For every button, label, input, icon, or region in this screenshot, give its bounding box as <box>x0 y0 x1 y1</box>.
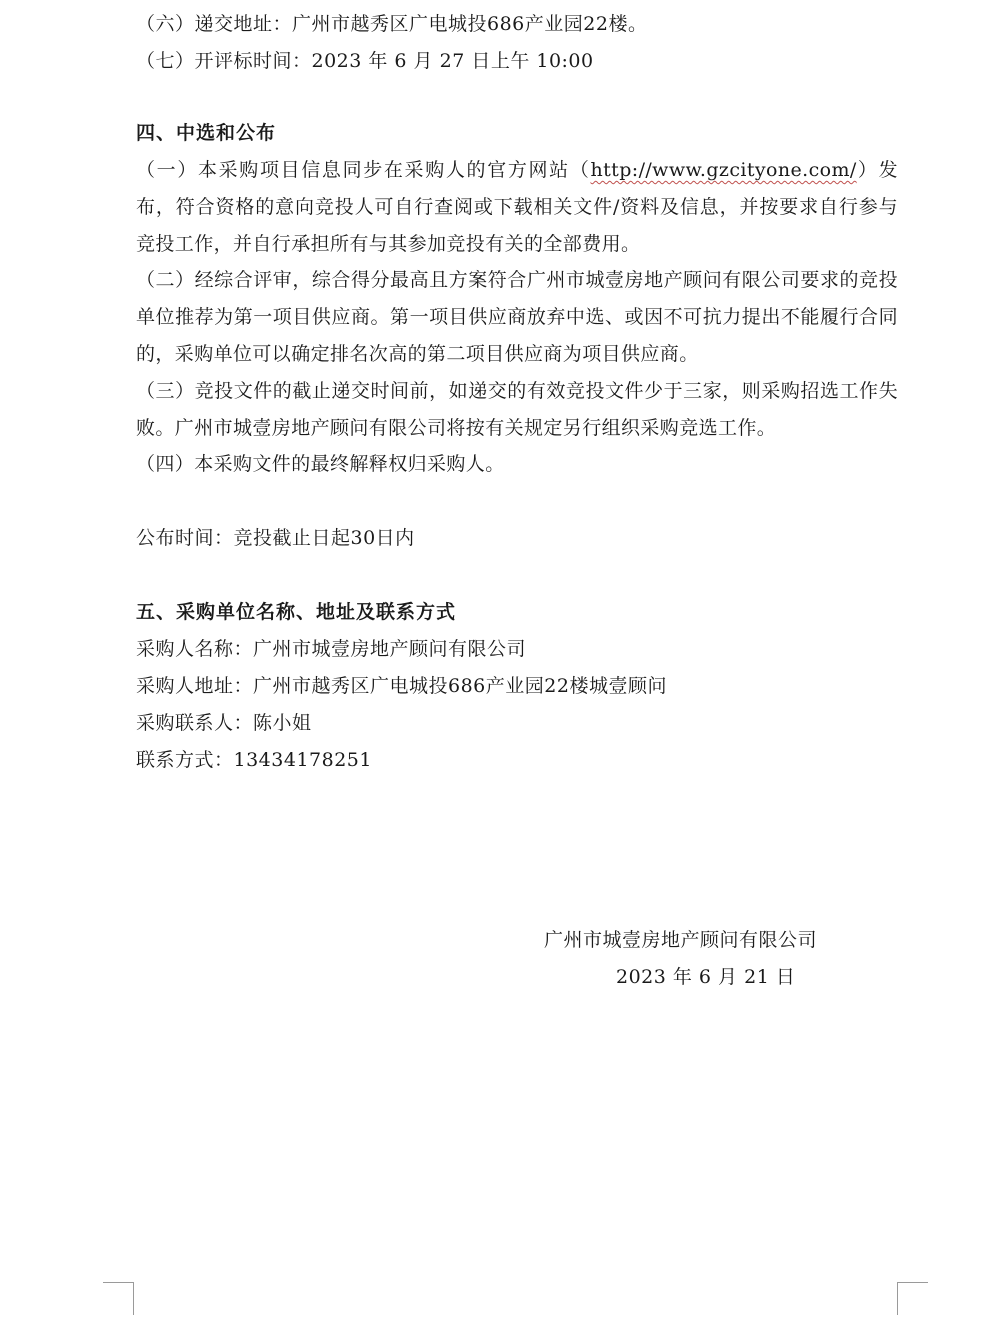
page-corner-mark-right <box>897 1282 928 1315</box>
page-corner-mark-left <box>103 1282 134 1315</box>
purchaser-phone: 联系方式：13434178251 <box>136 749 372 772</box>
purchaser-address: 采购人地址：广州市越秀区广电城投686产业园22楼城壹顾问 <box>136 675 667 698</box>
paragraph-1-text-end: ）发布，符合资格的意向竞投人可自行查阅或下载相关文件/资料及信息，并按要求自行参与竞投工作，并自行承担所有与其参加竞投有关的全部费用。 <box>136 159 898 255</box>
section4-paragraph-1 <box>136 152 898 262</box>
signature-date: 2023 年 6 月 21 日 <box>616 966 796 988</box>
purchaser-contact: 采购联系人：陈小姐 <box>136 712 312 735</box>
spacer <box>136 557 898 594</box>
signature-company: 广州市城壹房地产顾问有限公司 <box>544 929 818 951</box>
bid-opening-time-item: （七）开评标时间：2023 年 6 月 27 日上午 10:00 <box>136 50 594 72</box>
section5-heading: 五、采购单位名称、地址及联系方式 <box>136 601 457 624</box>
document-body <box>136 6 898 779</box>
spacer <box>136 483 898 520</box>
section4-heading: 四、中选和公布 <box>136 122 277 144</box>
submission-address-item: （六）递交地址：广州市越秀区广电城投686产业园22楼。 <box>136 13 648 35</box>
section4-paragraph-3: （三）竞投文件的截止递交时间前，如递交的有效竞投文件少于三家，则采购招选工作失败。广州市城壹房地产顾问有限公司将按有关规定另行组织采购竞选工作。 <box>136 379 898 439</box>
section4-paragraph-2: （二）经综合评审，综合得分最高且方案符合广州市城壹房地产顾问有限公司要求的竞投单位推荐为第一项目供应商。第一项目供应商放弃中选、或因不可抗力提出不能履行合同的，采购单位可以确定排名次高的第二项目供应商为项目供应商。 <box>136 269 898 365</box>
paragraph-1-text-start: （一）本采购项目信息同步在采购人的官方网站（ <box>136 159 591 181</box>
purchaser-name: 采购人名称：广州市城壹房地产顾问有限公司 <box>136 638 527 661</box>
publish-time: 公布时间：竞投截止日起30日内 <box>136 527 415 550</box>
spacer <box>136 80 898 115</box>
official-website-link[interactable]: http://www.gzcityone.com/ <box>590 159 857 181</box>
section4-paragraph-4: （四）本采购文件的最终解释权归采购人。 <box>136 453 505 476</box>
